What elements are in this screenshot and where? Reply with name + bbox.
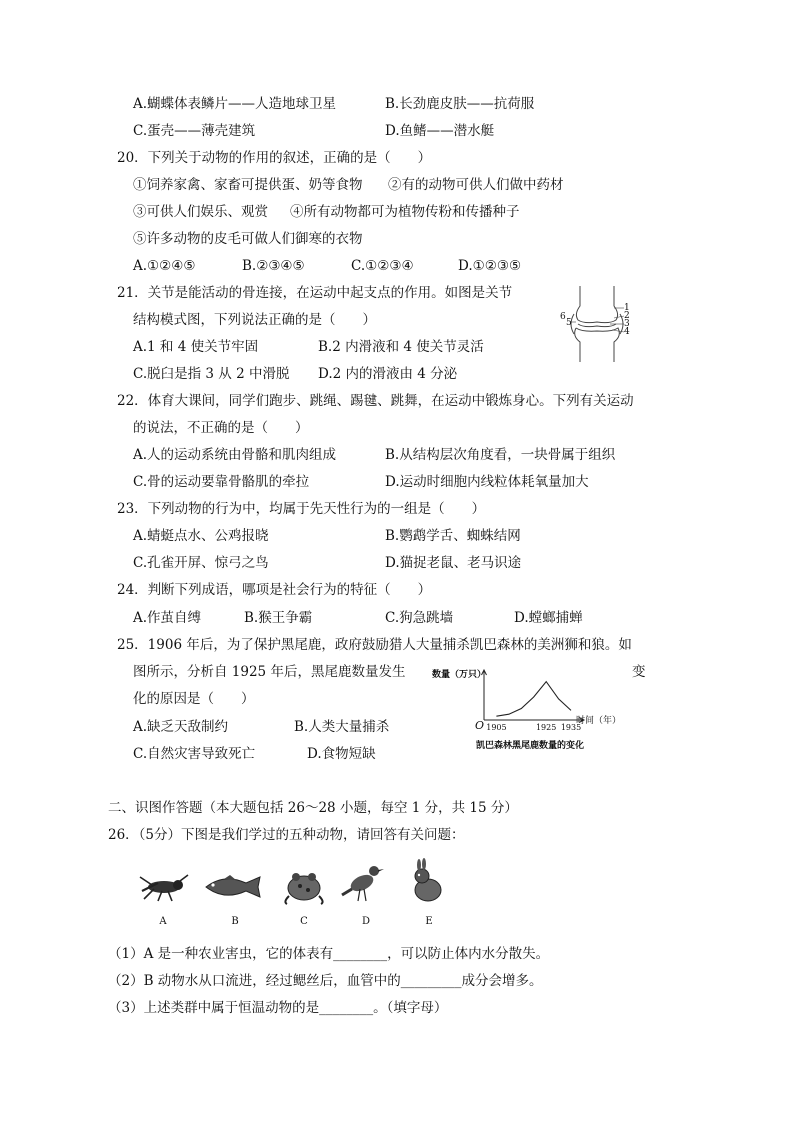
q26-part-2: （2）B 动物水从口流进，经过鳃丝后，血管中的_________成分会增多。 xyxy=(108,973,543,989)
chart-series-line xyxy=(496,682,571,717)
joint-label-4: 4 xyxy=(624,327,630,337)
q21-stem-line2: 结构模式图，下列说法正确的是（ ） xyxy=(133,312,376,328)
q20-statement-3: ③可供人们娱乐、观赏 xyxy=(133,204,268,220)
frog-icon xyxy=(281,866,327,906)
q21-option-c: C.脱臼是指 3 从 2 中滑脱 xyxy=(133,366,290,382)
animal-label-a: A xyxy=(159,916,167,927)
q20-option-a: A.①②④⑤ xyxy=(133,258,196,274)
q22-option-d: D.运动时细胞内线粒体耗氧量加大 xyxy=(385,474,589,490)
q20-statement-5: ⑤许多动物的皮毛可做人们御寒的衣物 xyxy=(133,231,363,247)
grasshopper-icon xyxy=(138,873,190,903)
q22-stem-line2: 的说法，不正确的是（ ） xyxy=(133,420,309,436)
q24-option-d: D.螳螂捕蝉 xyxy=(514,610,583,626)
q26-stem: 26．（5分）下图是我们学过的五种动物，请回答有关问题： xyxy=(108,827,465,843)
q25-option-a: A.缺乏天敌制约 xyxy=(133,719,229,735)
chart-x-axis-label: 时间（年） xyxy=(576,716,622,726)
q19-option-d: D.鱼鳍——潜水艇 xyxy=(385,123,495,139)
chart-title: 凯巴森林黑尾鹿数量的变化 xyxy=(476,741,585,751)
q23-option-a: A.蜻蜓点水、公鸡报晓 xyxy=(133,528,269,544)
q26-part-1: （1）A 是一种农业害虫，它的体表有________，可以防止体内水分散失。 xyxy=(108,946,550,962)
q20-option-c: C.①②③④ xyxy=(351,258,414,274)
q25-stem-line2: 图所示，分析自 1925 年后，黑尾鹿数量发生 xyxy=(133,664,406,680)
animal-label-b: B xyxy=(231,916,239,927)
deer-population-chart xyxy=(476,670,586,732)
fish-icon xyxy=(202,873,268,901)
joint-structure-diagram xyxy=(562,284,632,364)
q22-option-a: A.人的运动系统由骨骼和肌肉组成 xyxy=(133,447,337,463)
chart-x-tick-label-0: 1905 xyxy=(486,723,507,732)
animal-label-e: E xyxy=(425,916,433,927)
joint-label-3: 3 xyxy=(624,319,630,329)
q23-option-c: C.孔雀开屏、惊弓之鸟 xyxy=(133,555,269,571)
q21-option-a: A.1 和 4 使关节牢固 xyxy=(133,339,259,355)
rabbit-icon xyxy=(408,860,448,904)
q22-option-c: C.骨的运动要靠骨骼肌的牵拉 xyxy=(133,474,310,490)
q25-option-d: D.食物短缺 xyxy=(307,746,376,762)
q25-option-b: B.人类大量捕杀 xyxy=(294,719,390,735)
joint-label-1: 1 xyxy=(624,303,630,313)
q23-option-d: D.猫捉老鼠、老马识途 xyxy=(385,555,522,571)
joint-label-5: 5 xyxy=(566,318,572,328)
q24-stem: 24．判断下列成语，哪项是社会行为的特征（ ） xyxy=(117,582,432,598)
q19-option-a: A.蝴蝶体表鳞片——人造地球卫星 xyxy=(133,96,337,112)
joint-label-2: 2 xyxy=(624,311,630,321)
q24-option-a: A.作茧自缚 xyxy=(133,610,202,626)
q23-stem: 23．下列动物的行为中，均属于先天性行为的一组是（ ） xyxy=(117,501,486,517)
q25-stem-line1: 25．1906 年后，为了保护黑尾鹿，政府鼓励猎人大量捕杀凯巴森林的美洲狮和狼。如 xyxy=(117,637,632,653)
chart-x-tick-label-2: 1935 xyxy=(560,723,582,732)
q20-option-d: D.①②③⑤ xyxy=(458,258,522,274)
q20-stem: 20．下列关于动物的作用的叙述，正确的是（ ） xyxy=(117,150,432,166)
bird-icon xyxy=(340,861,386,905)
q22-stem-line1: 22．体育大课间，同学们跑步、跳绳、踢毽、跳舞，在运动中锻炼身心。下列有关运动 xyxy=(117,393,634,409)
q25-stem-line2-end: 变 xyxy=(632,664,646,680)
q22-option-b: B.从结构层次角度看，一块骨属于组织 xyxy=(385,447,616,463)
q20-statement-1: ①饲养家禽、家畜可提供蛋、奶等食物 xyxy=(133,177,363,193)
q24-option-b: B.猴王争霸 xyxy=(244,610,313,626)
q26-part-3: （3）上述类群中属于恒温动物的是________。（填字母） xyxy=(108,1000,448,1016)
q20-statement-4: ④所有动物都可为植物传粉和传播种子 xyxy=(290,204,520,220)
animal-label-d: D xyxy=(361,916,371,927)
chart-y-axis-label: 数量（万只） xyxy=(432,670,487,680)
chart-x-tick-label-1: 1925 xyxy=(535,723,557,732)
q21-option-d: D.2 内的滑液由 4 分泌 xyxy=(318,366,458,382)
q23-option-b: B.鹦鹉学舌、蜘蛛结网 xyxy=(385,528,521,544)
animal-label-c: C xyxy=(300,916,308,927)
q20-statement-2: ②有的动物可供人们做中药材 xyxy=(388,177,564,193)
q19-option-b: B.长劲鹿皮肤——抗荷服 xyxy=(385,96,535,112)
joint-label-6: 6 xyxy=(560,312,566,322)
q24-option-c: C.狗急跳墙 xyxy=(385,610,454,626)
q25-option-c: C.自然灾害导致死亡 xyxy=(133,746,256,762)
q21-option-b: B.2 内滑液和 4 使关节灵活 xyxy=(318,339,484,355)
q21-stem-line1: 21．关节是能活动的骨连接，在运动中起支点的作用。如图是关节 xyxy=(117,285,513,301)
q19-option-c: C.蛋壳——薄壳建筑 xyxy=(133,123,256,139)
section-2-heading: 二、识图作答题（本大题包括 26～28 小题，每空 1 分，共 15 分） xyxy=(108,800,518,816)
q20-option-b: B.②③④⑤ xyxy=(242,258,305,274)
chart-origin-label: O xyxy=(475,719,485,732)
q25-stem-line3: 化的原因是（ ） xyxy=(133,691,255,707)
